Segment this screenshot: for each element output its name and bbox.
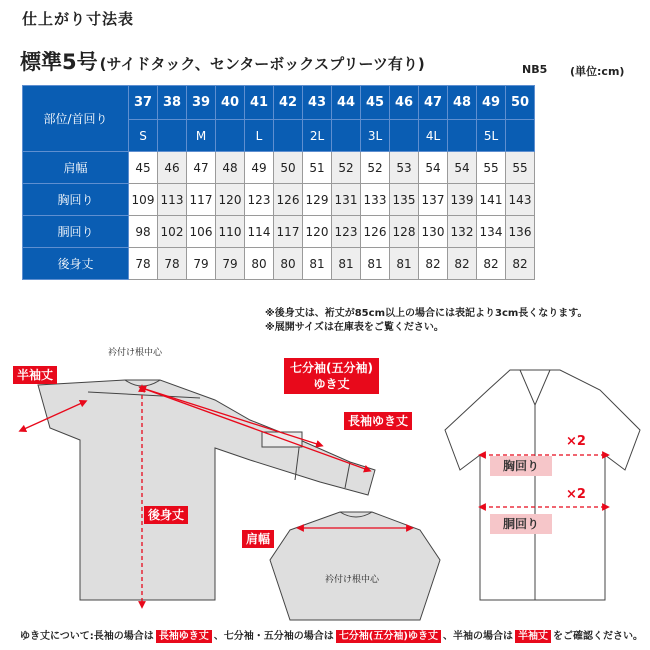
value-cell: 132 xyxy=(448,216,477,248)
value-cell: 52 xyxy=(332,152,361,184)
value-cell: 82 xyxy=(419,248,448,280)
letter-size-cell xyxy=(274,120,303,152)
letter-size-cell: S xyxy=(129,120,158,152)
value-cell: 49 xyxy=(245,152,274,184)
unit-label: (単位:cm) xyxy=(570,65,625,78)
row-label: 胴回り xyxy=(23,216,129,248)
value-cell: 47 xyxy=(187,152,216,184)
value-cell: 109 xyxy=(129,184,158,216)
value-cell: 82 xyxy=(477,248,506,280)
letter-size-cell xyxy=(448,120,477,152)
value-cell: 52 xyxy=(361,152,390,184)
value-cell: 117 xyxy=(274,216,303,248)
neck-size-cell: 41 xyxy=(245,86,274,120)
value-cell: 55 xyxy=(477,152,506,184)
size-table xyxy=(22,85,535,280)
model-title-paren: (サイドタック、センターボックスプリーツ有り) xyxy=(99,55,425,73)
value-cell: 102 xyxy=(158,216,187,248)
neck-size-cell: 38 xyxy=(158,86,187,120)
neck-size-cell: 46 xyxy=(390,86,419,120)
model-code: NB5 xyxy=(522,63,548,76)
value-cell: 128 xyxy=(390,216,419,248)
value-cell: 130 xyxy=(419,216,448,248)
letter-size-cell: 2L xyxy=(303,120,332,152)
value-cell: 135 xyxy=(390,184,419,216)
long-sleeve-label: 長袖ゆき丈 xyxy=(344,412,412,430)
value-cell: 134 xyxy=(477,216,506,248)
half-sleeve-label: 半袖丈 xyxy=(13,366,57,384)
value-cell: 78 xyxy=(129,248,158,280)
three-quarter-sleeve-label: 七分袖(五分袖) ゆき丈 xyxy=(284,358,379,394)
value-cell: 137 xyxy=(419,184,448,216)
value-cell: 110 xyxy=(216,216,245,248)
table-row xyxy=(23,216,535,248)
footer-chip-long: 長袖ゆき丈 xyxy=(156,630,212,643)
row-label: 肩幅 xyxy=(23,152,129,184)
note-stock: ※展開サイズは在庫表をご覧ください。 xyxy=(265,322,444,333)
table-row xyxy=(23,184,535,216)
footer-chip-three-quarter: 七分袖(五分袖)ゆき丈 xyxy=(336,630,441,643)
value-cell: 139 xyxy=(448,184,477,216)
value-cell: 123 xyxy=(245,184,274,216)
letter-size-cell xyxy=(506,120,535,152)
letter-size-cell xyxy=(216,120,245,152)
letter-size-cell: L xyxy=(245,120,274,152)
neck-size-cell: 40 xyxy=(216,86,245,120)
front-shirt-drawing xyxy=(445,370,640,600)
neck-size-cell: 47 xyxy=(419,86,448,120)
value-cell: 82 xyxy=(506,248,535,280)
value-cell: 120 xyxy=(216,184,245,216)
times2-chest: ×2 xyxy=(566,434,586,449)
neck-center-top-label: 衿付け根中心 xyxy=(108,348,163,358)
letter-size-cell: 5L xyxy=(477,120,506,152)
value-cell: 80 xyxy=(274,248,303,280)
value-cell: 129 xyxy=(303,184,332,216)
value-cell: 82 xyxy=(448,248,477,280)
value-cell: 79 xyxy=(216,248,245,280)
value-cell: 81 xyxy=(361,248,390,280)
value-cell: 113 xyxy=(158,184,187,216)
value-cell: 50 xyxy=(274,152,303,184)
value-cell: 48 xyxy=(216,152,245,184)
letter-size-cell: 4L xyxy=(419,120,448,152)
letter-size-cell: M xyxy=(187,120,216,152)
value-cell: 81 xyxy=(332,248,361,280)
footer-text-2: 、七分袖・五分袖の場合は xyxy=(213,631,334,642)
value-cell: 78 xyxy=(158,248,187,280)
value-cell: 133 xyxy=(361,184,390,216)
letter-size-cell xyxy=(158,120,187,152)
chest-label: 胸回り xyxy=(490,456,552,476)
neck-size-cell: 42 xyxy=(274,86,303,120)
model-title xyxy=(20,46,425,76)
value-cell: 120 xyxy=(303,216,332,248)
value-cell: 54 xyxy=(448,152,477,184)
times2-waist: ×2 xyxy=(566,487,586,502)
value-cell: 51 xyxy=(303,152,332,184)
value-cell: 141 xyxy=(477,184,506,216)
value-cell: 46 xyxy=(158,152,187,184)
letter-size-cell xyxy=(332,120,361,152)
letter-size-cell: 3L xyxy=(361,120,390,152)
value-cell: 136 xyxy=(506,216,535,248)
value-cell: 55 xyxy=(506,152,535,184)
waist-label: 胴回り xyxy=(490,514,552,534)
value-cell: 53 xyxy=(390,152,419,184)
shoulder-label: 肩幅 xyxy=(242,530,274,548)
neck-size-cell: 37 xyxy=(129,86,158,120)
value-cell: 126 xyxy=(361,216,390,248)
table-row xyxy=(23,152,535,184)
value-cell: 45 xyxy=(129,152,158,184)
corner-label: 部位/首回り xyxy=(23,86,129,152)
value-cell: 123 xyxy=(332,216,361,248)
value-cell: 98 xyxy=(129,216,158,248)
value-cell: 81 xyxy=(303,248,332,280)
row-label: 胸回り xyxy=(23,184,129,216)
value-cell: 114 xyxy=(245,216,274,248)
value-cell: 143 xyxy=(506,184,535,216)
footer-note xyxy=(20,627,643,642)
value-cell: 79 xyxy=(187,248,216,280)
note-back-length: ※後身丈は、裄丈が85cm以上の場合には表記より3cm長くなります。 xyxy=(265,308,588,319)
value-cell: 54 xyxy=(419,152,448,184)
table-row xyxy=(23,248,535,280)
footer-text-3: 、半袖の場合は xyxy=(442,631,513,642)
neck-size-cell: 39 xyxy=(187,86,216,120)
value-cell: 131 xyxy=(332,184,361,216)
neck-size-cell: 44 xyxy=(332,86,361,120)
neck-center-bottom-label: 衿付け根中心 xyxy=(325,575,380,585)
value-cell: 106 xyxy=(187,216,216,248)
value-cell: 81 xyxy=(390,248,419,280)
neck-size-cell: 50 xyxy=(506,86,535,120)
page-title: 仕上がり寸法表 xyxy=(22,10,135,28)
value-cell: 126 xyxy=(274,184,303,216)
neck-size-cell: 45 xyxy=(361,86,390,120)
back-length-label: 後身丈 xyxy=(144,506,188,524)
footer-text-1: ゆき丈について:長袖の場合は xyxy=(20,631,154,642)
letter-size-cell xyxy=(390,120,419,152)
neck-size-cell: 43 xyxy=(303,86,332,120)
row-label: 後身丈 xyxy=(23,248,129,280)
neck-size-cell: 48 xyxy=(448,86,477,120)
value-cell: 117 xyxy=(187,184,216,216)
footer-chip-half: 半袖丈 xyxy=(515,630,551,643)
neck-size-cell: 49 xyxy=(477,86,506,120)
model-title-main: 標準5号 xyxy=(20,50,98,74)
value-cell: 80 xyxy=(245,248,274,280)
footer-text-4: をご確認ください。 xyxy=(552,631,643,642)
